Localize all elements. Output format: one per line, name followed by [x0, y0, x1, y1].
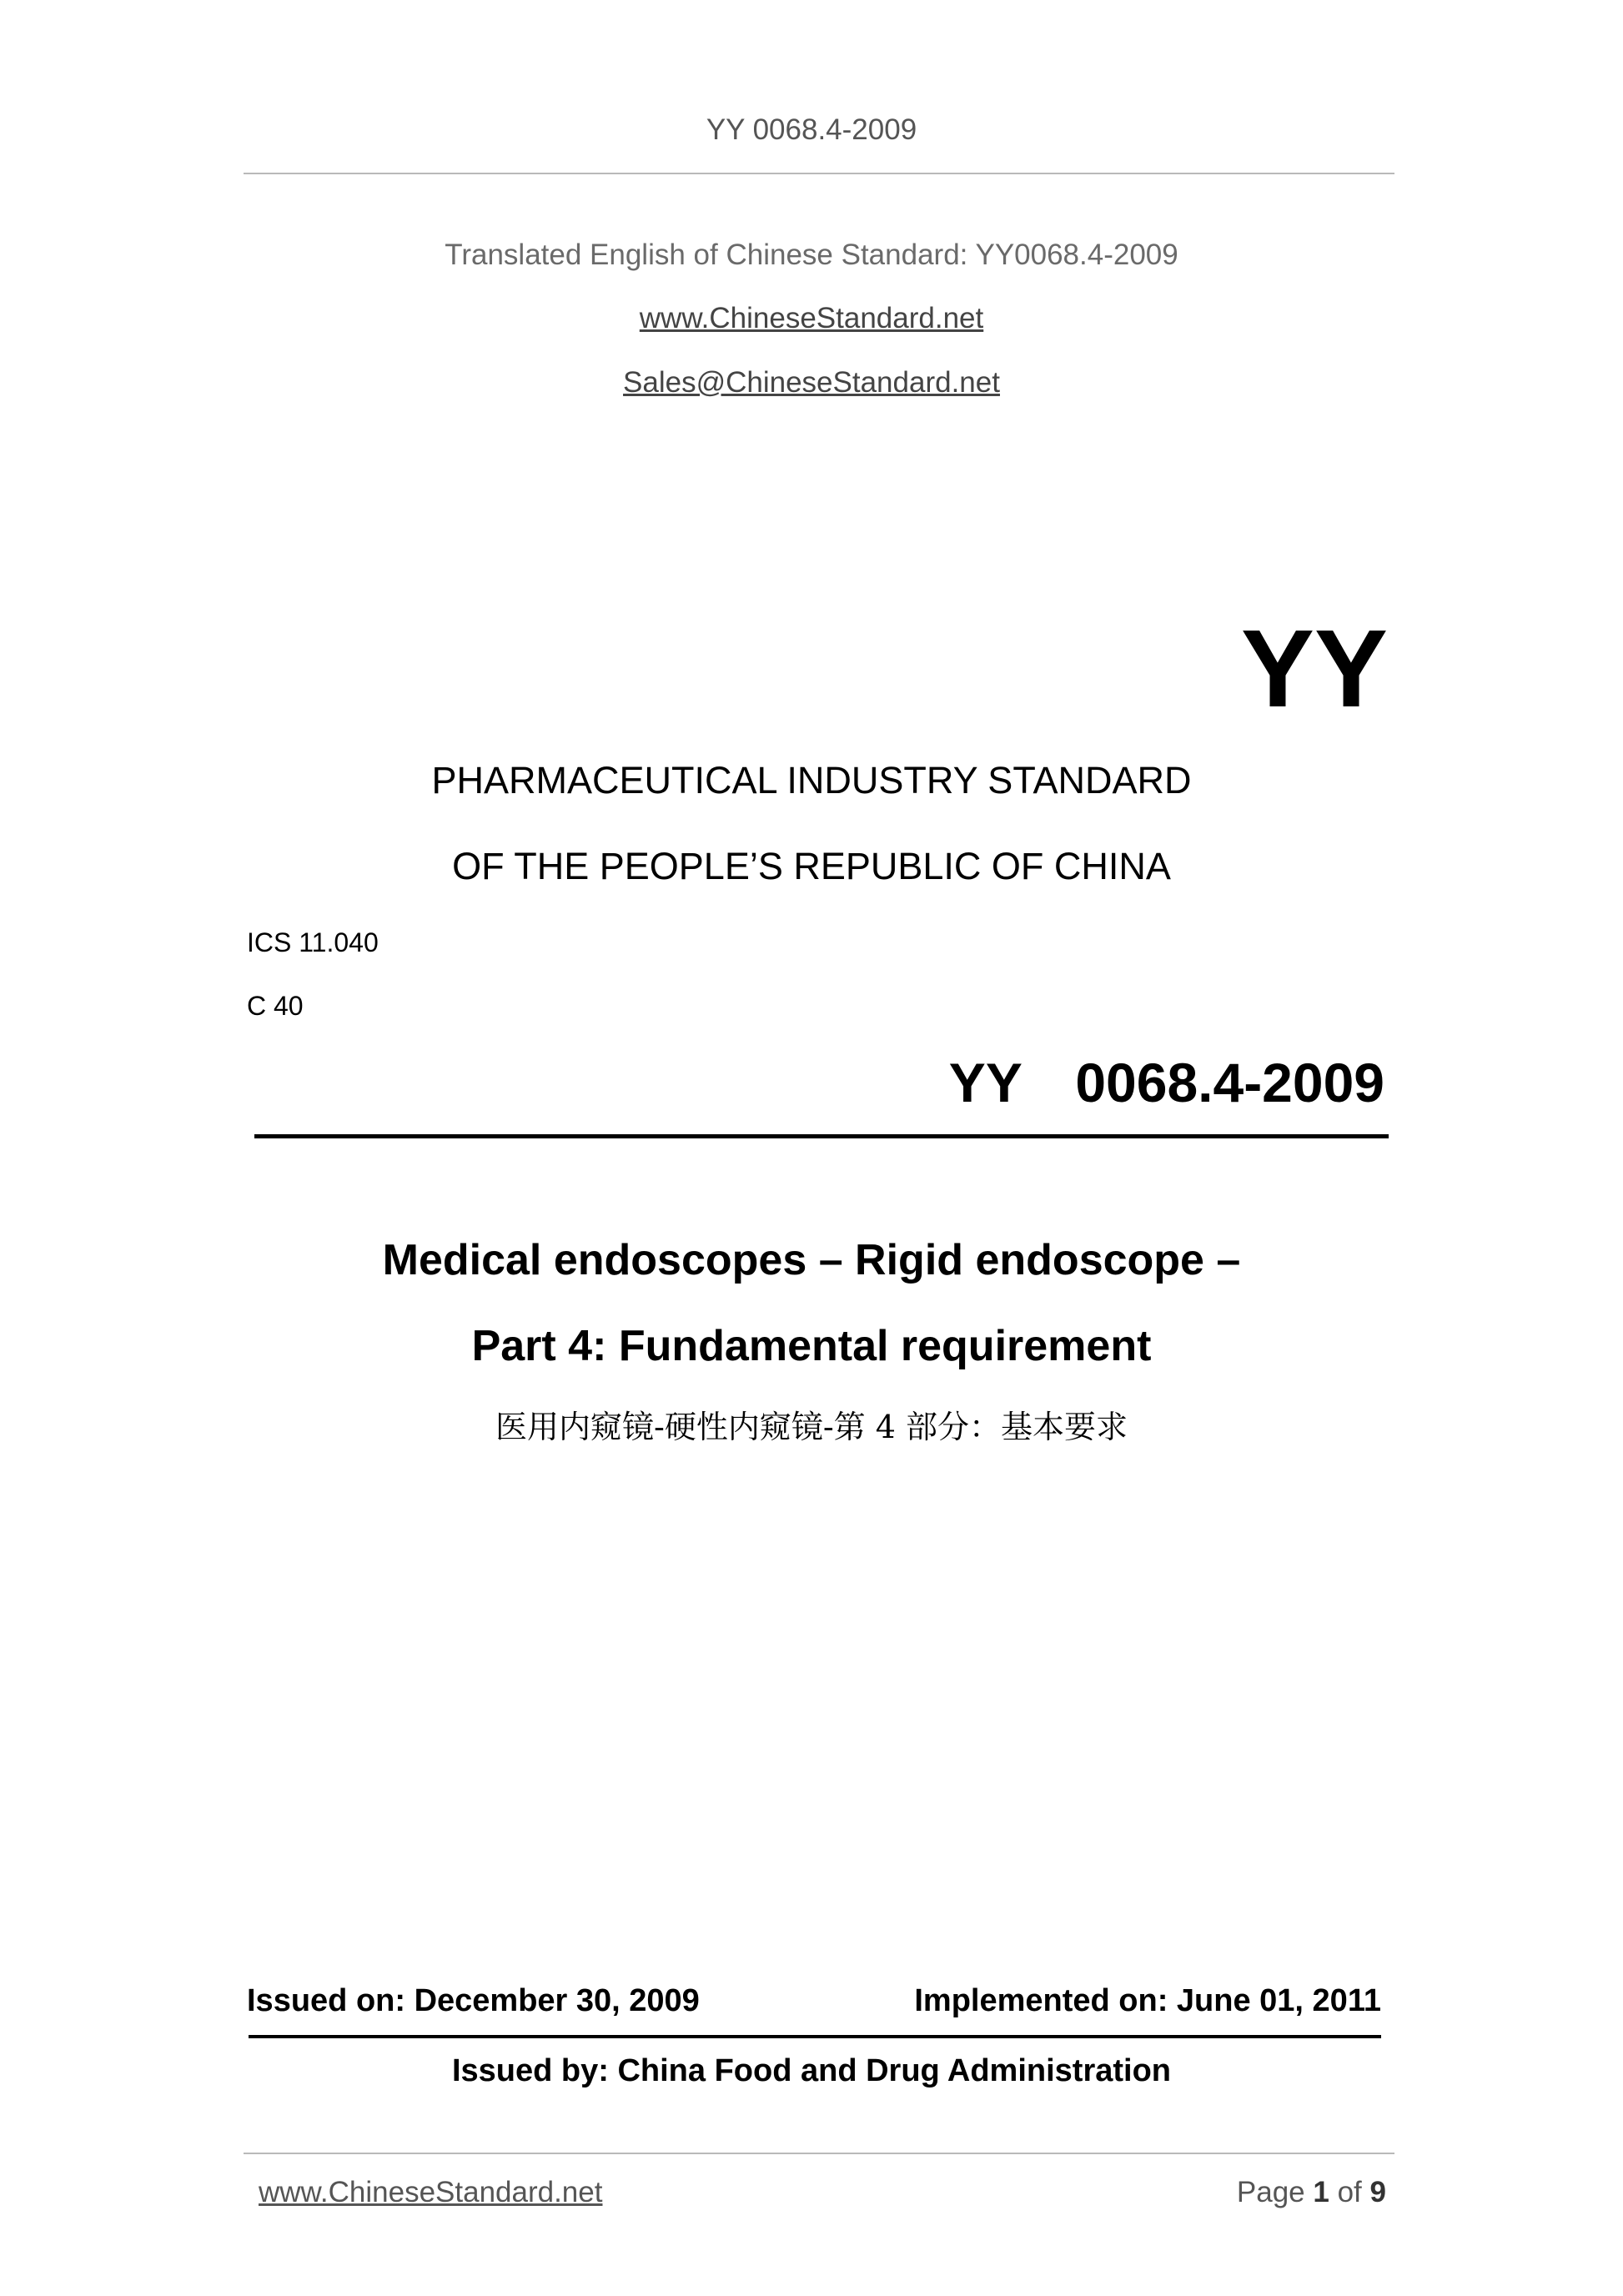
ccs-classification: C 40 [247, 991, 304, 1021]
footer-divider [244, 2153, 1394, 2154]
page-indicator [1237, 2176, 1386, 2209]
document-title-line-1: Medical endoscopes – Rigid endoscope – [382, 1236, 1241, 1284]
category-mark: YY [1240, 607, 1388, 730]
page-total: 9 [1369, 2176, 1386, 2208]
issuing-organization-line-1: PHARMACEUTICAL INDUSTRY STANDARD [431, 759, 1192, 801]
issue-dates-divider [249, 2035, 1381, 2038]
email-link[interactable]: Sales@ChineseStandard.net [623, 366, 1000, 399]
document-title-line-2: Part 4: Fundamental requirement [471, 1322, 1152, 1370]
implemented-on-date: Implemented on: June 01, 2011 [914, 1983, 1381, 2018]
standard-number: YY 0068.4-2009 [948, 1052, 1384, 1113]
header-divider [244, 173, 1394, 174]
page-of: of [1337, 2176, 1362, 2208]
standard-number-divider [254, 1134, 1389, 1138]
page-current: 1 [1313, 2176, 1329, 2208]
issuing-organization-line-2: OF THE PEOPLE’S REPUBLIC OF CHINA [452, 845, 1171, 887]
ics-classification: ICS 11.040 [247, 927, 379, 957]
translated-standard-line: Translated English of Chinese Standard: YY0068.4-2009 [445, 239, 1178, 271]
chinese-title: 医用内窥镜-硬性内窥镜-第 4 部分：基本要求 [495, 1409, 1128, 1445]
footer-website-link[interactable]: www.ChineseStandard.net [259, 2176, 603, 2208]
page-prefix: Page [1236, 2176, 1305, 2208]
issuing-authority: Issued by: China Food and Drug Administration [451, 2053, 1172, 2088]
issued-on-date: Issued on: December 30, 2009 [247, 1983, 700, 2018]
website-link[interactable]: www.ChineseStandard.net [639, 302, 984, 334]
running-header-title: YY 0068.4-2009 [706, 113, 917, 146]
